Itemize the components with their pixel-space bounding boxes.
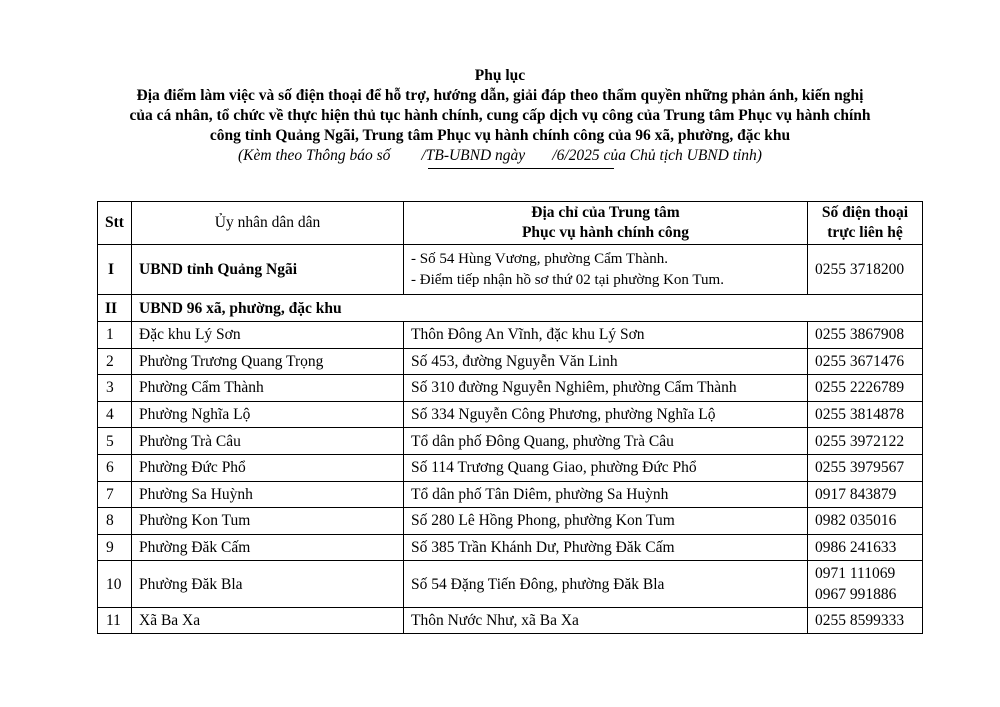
table-row bbox=[98, 534, 923, 561]
cell-name: Đặc khu Lý Sơn bbox=[132, 322, 404, 349]
table-header-row bbox=[98, 202, 923, 245]
cell-phone: 0255 3972122 bbox=[808, 428, 923, 455]
table-row bbox=[98, 401, 923, 428]
table-rows bbox=[98, 322, 923, 561]
document-header bbox=[0, 66, 1000, 166]
cell-address: Số 54 Đặng Tiến Đông, phường Đăk Bla bbox=[404, 561, 808, 608]
cell-stt: II bbox=[98, 295, 132, 322]
document-title: Phụ lục bbox=[474, 67, 526, 84]
cell-phone: 0255 3867908 bbox=[808, 322, 923, 349]
table-row bbox=[98, 508, 923, 535]
table-row bbox=[98, 454, 923, 481]
cell-name: Phường Trà Câu bbox=[132, 428, 404, 455]
cell-name: Phường Cẩm Thành bbox=[132, 375, 404, 402]
address-line-1: - Số 54 Hùng Vương, phường Cẩm Thành. bbox=[411, 250, 668, 267]
cell-name: Phường Nghĩa Lộ bbox=[132, 401, 404, 428]
document-subtitle: (Kèm theo Thông báo số /TB-UBND ngày /6/2025 của Chủ tịch UBND tỉnh) bbox=[238, 147, 762, 164]
cell-address: Số 280 Lê Hồng Phong, phường Kon Tum bbox=[404, 508, 808, 535]
col-address-line1: Địa chỉ của Trung tâm bbox=[531, 204, 680, 221]
col-phone bbox=[808, 202, 923, 245]
section-row-province bbox=[98, 245, 923, 295]
col-name: Ủy nhân dân dân bbox=[132, 202, 404, 245]
cell-name: UBND tỉnh Quảng Ngãi bbox=[132, 245, 404, 295]
cell-name: Phường Đăk Bla bbox=[132, 561, 404, 608]
cell-address bbox=[404, 245, 808, 295]
cell-address: Tổ dân phố Đông Quang, phường Trà Câu bbox=[404, 428, 808, 455]
cell-stt: 3 bbox=[98, 375, 132, 402]
cell-section-name: UBND 96 xã, phường, đặc khu bbox=[132, 295, 923, 322]
cell-stt: 7 bbox=[98, 481, 132, 508]
cell-name: Phường Trương Quang Trọng bbox=[132, 348, 404, 375]
col-address-line2: Phục vụ hành chính công bbox=[521, 224, 690, 241]
cell-address: Số 453, đường Nguyễn Văn Linh bbox=[404, 348, 808, 375]
table-row bbox=[98, 561, 923, 608]
col-address bbox=[404, 202, 808, 245]
col-phone-line1: Số điện thoại bbox=[821, 204, 909, 221]
cell-address: Thôn Đông An Vĩnh, đặc khu Lý Sơn bbox=[404, 322, 808, 349]
cell-stt: 10 bbox=[98, 561, 132, 608]
section-row-communes bbox=[98, 295, 923, 322]
cell-name: Phường Đăk Cấm bbox=[132, 534, 404, 561]
table-row bbox=[98, 322, 923, 349]
cell-name: Xã Ba Xa bbox=[132, 608, 404, 634]
cell-stt: 4 bbox=[98, 401, 132, 428]
cell-address: Số 310 đường Nguyễn Nghiêm, phường Cẩm Thành bbox=[404, 375, 808, 402]
cell-name: Phường Đức Phổ bbox=[132, 454, 404, 481]
cell-address: Tổ dân phố Tân Diêm, phường Sa Huỳnh bbox=[404, 481, 808, 508]
table-row bbox=[98, 481, 923, 508]
cell-phone: 0986 241633 bbox=[808, 534, 923, 561]
cell-phone: 0255 3671476 bbox=[808, 348, 923, 375]
cell-name: Phường Kon Tum bbox=[132, 508, 404, 535]
phone-2: 0967 991886 bbox=[815, 586, 897, 604]
cell-stt: 5 bbox=[98, 428, 132, 455]
cell-address: Thôn Nước Như, xã Ba Xa bbox=[404, 608, 808, 634]
cell-name: Phường Sa Huỳnh bbox=[132, 481, 404, 508]
cell-stt: 1 bbox=[98, 322, 132, 349]
col-phone-line2: trực liên hệ bbox=[827, 224, 903, 241]
col-stt: Stt bbox=[98, 202, 132, 245]
title-line-1: Địa điểm làm việc và số điện thoại để hỗ trợ, hướng dẫn, giải đáp theo thẩm quyền những phản ánh, kiến nghị bbox=[136, 87, 864, 104]
cell-address: Số 114 Trương Quang Giao, phường Đức Phổ bbox=[404, 454, 808, 481]
cell-stt: 11 bbox=[98, 608, 132, 634]
cell-stt: 9 bbox=[98, 534, 132, 561]
cell-phone: 0917 843879 bbox=[808, 481, 923, 508]
cell-phone bbox=[808, 561, 923, 608]
table-row bbox=[98, 608, 923, 634]
cell-phone: 0255 8599333 bbox=[808, 608, 923, 634]
header-divider bbox=[428, 168, 614, 169]
cell-address: Số 385 Trần Khánh Dư, Phường Đăk Cấm bbox=[404, 534, 808, 561]
phone-1: 0971 111069 bbox=[815, 565, 896, 583]
title-line-2: của cá nhân, tổ chức về thực hiện thủ tục hành chính, cung cấp dịch vụ công của Trung tâm Phục vụ hành chính bbox=[129, 107, 871, 124]
table-row bbox=[98, 375, 923, 402]
cell-stt: 8 bbox=[98, 508, 132, 535]
contact-table bbox=[97, 201, 923, 634]
cell-phone: 0982 035016 bbox=[808, 508, 923, 535]
title-line-3: công tỉnh Quảng Ngãi, Trung tâm Phục vụ hành chính công của 96 xã, phường, đặc khu bbox=[209, 127, 791, 144]
address-line-2: - Điểm tiếp nhận hồ sơ thứ 02 tại phường Kon Tum. bbox=[411, 271, 724, 288]
cell-stt: 6 bbox=[98, 454, 132, 481]
cell-stt: I bbox=[98, 245, 132, 295]
cell-phone: 0255 2226789 bbox=[808, 375, 923, 402]
cell-phone: 0255 3814878 bbox=[808, 401, 923, 428]
cell-address: Số 334 Nguyễn Công Phương, phường Nghĩa Lộ bbox=[404, 401, 808, 428]
table-row bbox=[98, 428, 923, 455]
cell-phone: 0255 3979567 bbox=[808, 454, 923, 481]
cell-phone: 0255 3718200 bbox=[808, 245, 923, 295]
table-row bbox=[98, 348, 923, 375]
cell-stt: 2 bbox=[98, 348, 132, 375]
